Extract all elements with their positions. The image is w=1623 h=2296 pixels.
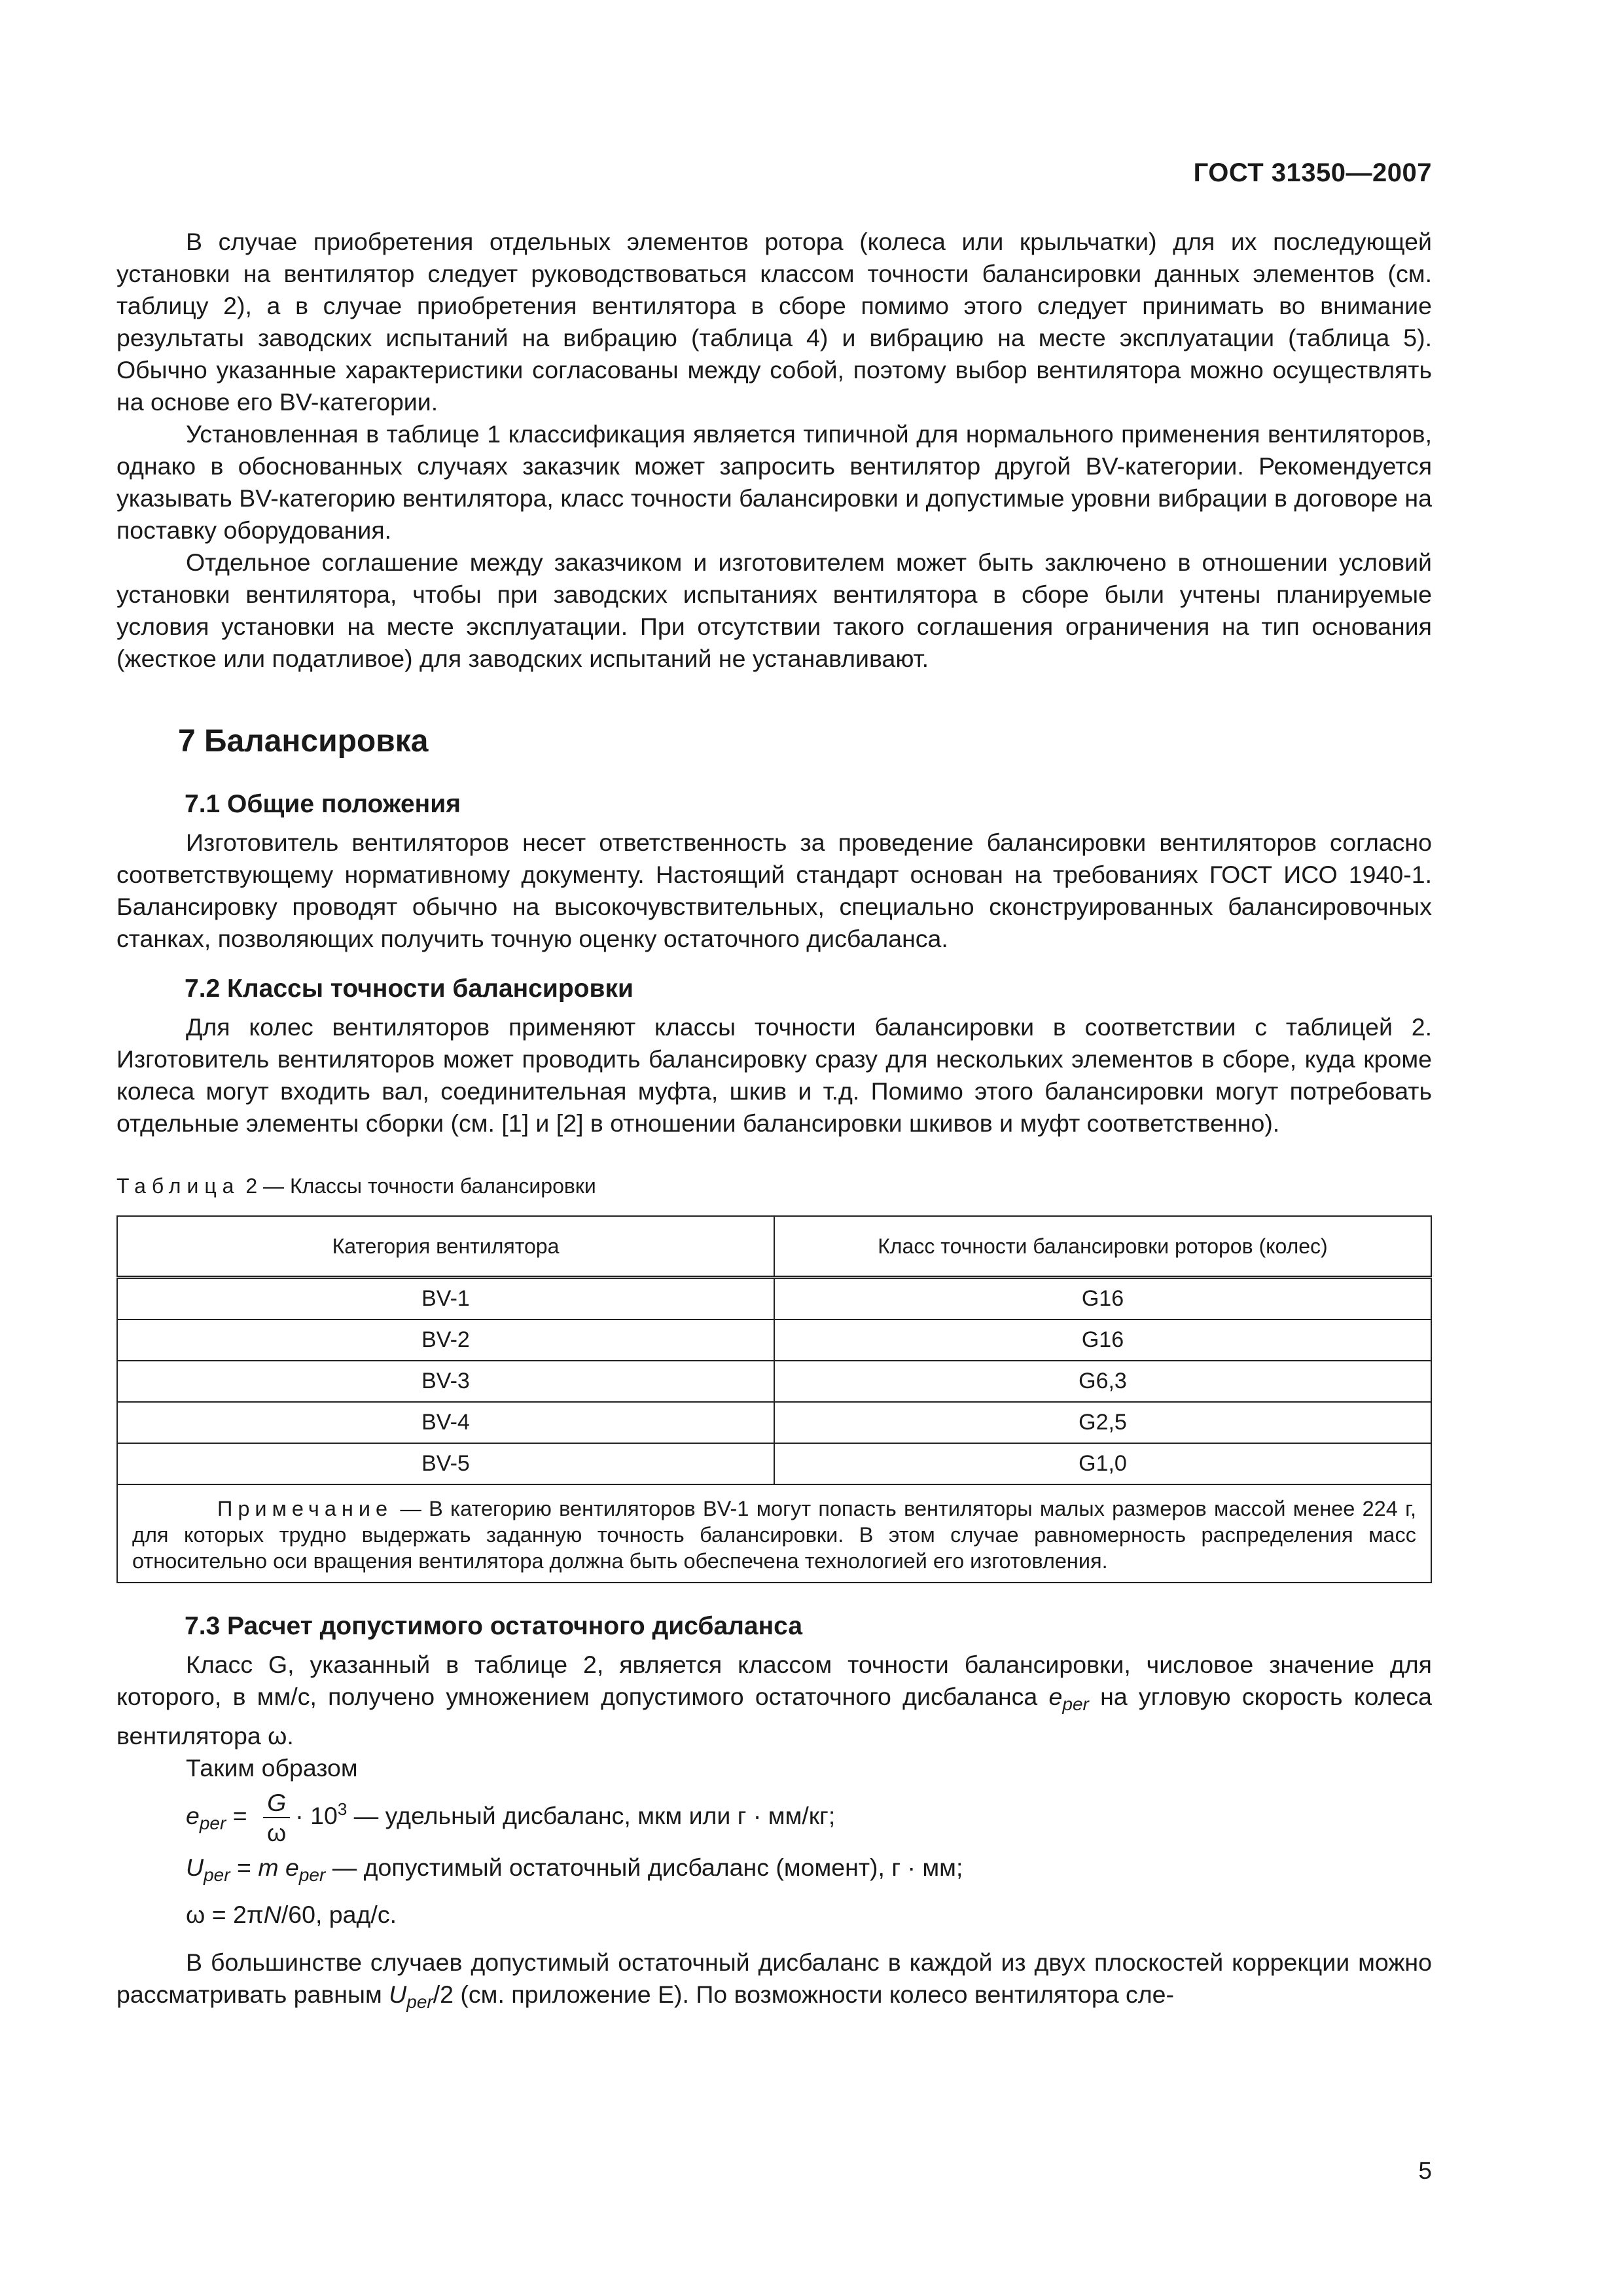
- intro-paragraph-1: В случае приобретения отдельных элементов ротора (колеса или крыльчатки) для их последующей установки на вентилятор следует руководствоваться классом точности балансировки данных элементов (см. таблицу 2), а в случае приобретения вентилятора в сборе помимо этого следует принимать во внимание результаты заводских испытаний на вибрацию (таблица 4) и вибрацию на месте эксплуатации (таблица 5). Обычно указанные характеристики согласованы между собой, поэтому выбор вентилятора можно осуществлять на основе его BV-категории.: [116, 228, 1432, 416]
- page-content: [116, 226, 1432, 2018]
- table-cell-class: G1,0: [774, 1443, 1431, 1484]
- table-note-row: [117, 1484, 1431, 1583]
- symbol-e: e: [1048, 1683, 1063, 1710]
- intro-paragraph-3: Отдельное соглашение между заказчиком и изготовителем может быть заключено в отношении условий установки вентилятора, чтобы при заводских испытаниях вентилятора в сборе были учтены планируемые условия установки на месте эксплуатации. При отсутствии такого соглашения ограничения на тип основания (жесткое или податливое) для заводских испытаний не устанавливают.: [116, 548, 1432, 672]
- formula-symbol: e: [186, 1801, 200, 1829]
- table-row: [117, 1402, 1431, 1443]
- note-text: — В категорию вентиляторов BV-1 могут попасть вентиляторы малых размеров массой менее 224 г, для которых трудно выдержать заданную точность балансировки. В этом случае равномерность распределения масс относительно оси вращения вентилятора должна быть обеспечена технологией его изготовления.: [132, 1497, 1416, 1573]
- table-row: [117, 1443, 1431, 1484]
- balancing-classes-table: [116, 1215, 1432, 1583]
- table-caption-text: 2 — Классы точности балансировки: [240, 1174, 596, 1198]
- table-cell-category: BV-1: [117, 1278, 774, 1320]
- intro-paragraph-2: Установленная в таблице 1 классификация является типичной для нормального применения вентиляторов, однако в обоснованных случаях заказчик может запросить вентилятор другой BV-категории. Рекомендуется указывать BV-категорию вентилятора, класс точности балансировки и допустимые уровни вибрации в договоре на поставку оборудования.: [116, 420, 1432, 544]
- formula-description: — удельный дисбаланс, мкм или г · мм/кг;: [347, 1801, 836, 1829]
- table-cell-class: G6,3: [774, 1361, 1431, 1402]
- formula-description: /60, рад/с.: [281, 1901, 397, 1928]
- page-number: 5: [1418, 2157, 1432, 2184]
- subsection-heading-7-2: 7.2 Классы точности балансировки: [185, 975, 633, 1003]
- subsection-7-2-text: Для колес вентиляторов применяют классы точности балансировки в соответствии с таблицей 2. Изготовитель вентиляторов может проводить балансировку сразу для нескольких элементов в сборе, куда кроме колеса могут входить вал, соединительная муфта, шкив и т.д. Помимо этого балансировки могут потребовать отдельные элементы сборки (см. [1] и [2] в отношении балансировки шкивов и муфт соответственно).: [116, 1013, 1432, 1137]
- formula-symbol: U: [186, 1854, 204, 1881]
- document-code-header: ГОСТ 31350—2007: [1193, 158, 1432, 187]
- text-fragment: на угловую скорость колеса вентилятора ω.: [116, 1683, 1432, 1749]
- formula-equals: =: [226, 1801, 255, 1829]
- formula-subscript: per: [199, 1812, 226, 1833]
- table-cell-class: G16: [774, 1278, 1431, 1320]
- table-cell-category: BV-2: [117, 1319, 774, 1361]
- section-heading: 7 Балансировка: [178, 724, 429, 759]
- formula-permissible-unbalance: [186, 1851, 1432, 1892]
- text-fragment: /2 (см. приложение Е). По возможности колесо вентилятора сле-: [433, 1981, 1174, 2008]
- fraction: [263, 1788, 290, 1847]
- table-cell-category: BV-4: [117, 1402, 774, 1443]
- fraction-numerator: G: [263, 1788, 290, 1818]
- table-cell-category: BV-5: [117, 1443, 774, 1484]
- table-caption-label: Таблица: [116, 1174, 240, 1198]
- subsection-7-3-text: [116, 1649, 1432, 1752]
- text-fragment: Класс G, указанный в таблице 2, является классом точности балансировки, числовое значение для которого, в мм/с, получено умножением допустимого остаточного дисбаланса: [116, 1651, 1432, 1710]
- subsection-heading-7-3: 7.3 Расчет допустимого остаточного дисбаланса: [185, 1612, 803, 1640]
- symbol-u: U: [389, 1981, 407, 2008]
- table-header-cell: Класс точности балансировки роторов (колес): [774, 1216, 1431, 1278]
- table-row: [117, 1319, 1431, 1361]
- formula-specific-unbalance: [186, 1788, 1432, 1847]
- formula-subscript: per: [204, 1865, 230, 1885]
- table-row: [117, 1361, 1431, 1402]
- formula-symbol: ω: [186, 1901, 205, 1928]
- formula-angular-speed: [186, 1898, 1432, 1931]
- formula-multiplier: · 10: [295, 1801, 338, 1829]
- symbol-subscript: per: [1062, 1694, 1089, 1714]
- table-cell-class: G16: [774, 1319, 1431, 1361]
- thus-line: Таким образом: [186, 1754, 358, 1782]
- subsection-7-1-text: Изготовитель вентиляторов несет ответственность за проведение балансировки вентиляторов согласно соответствующему нормативному документу. Настоящий стандарт основан на требованиях ГОСТ ИСО 1940-1. Балансировку проводят обычно на высокочувствительных, специально сконструированных балансировочных станках, позволяющих получить точную оценку остаточного дисбаланса.: [116, 829, 1432, 952]
- table-row: [117, 1278, 1431, 1320]
- formula-symbol: N: [263, 1901, 281, 1928]
- final-paragraph: [116, 1946, 1432, 2018]
- table-header-cell: Категория вентилятора: [117, 1216, 774, 1278]
- table-cell-class: G2,5: [774, 1402, 1431, 1443]
- formula-subscript: per: [298, 1865, 326, 1885]
- formula-description: — допустимый остаточный дисбаланс (момент), г · мм;: [325, 1854, 963, 1881]
- formula-equals: = 2π: [205, 1901, 264, 1928]
- formula-symbol: e: [285, 1854, 299, 1881]
- fraction-denominator: ω: [267, 1819, 287, 1846]
- formula-equals: =: [230, 1854, 259, 1881]
- text-fragment: В большинстве случаев допустимый остаточный дисбаланс в каждой из двух плоскостей коррекции можно рассматривать равным: [116, 1948, 1432, 2008]
- subsection-heading-7-1: 7.1 Общие положения: [185, 790, 461, 818]
- formula-exponent: 3: [337, 1799, 348, 1819]
- table-cell-category: BV-3: [117, 1361, 774, 1402]
- table-note: [117, 1484, 1431, 1583]
- symbol-subscript: per: [406, 1992, 433, 2012]
- formula-symbol: m: [258, 1854, 279, 1881]
- table-caption: [116, 1172, 1432, 1200]
- note-label: Примечание: [217, 1497, 393, 1520]
- table-header-row: [117, 1216, 1431, 1278]
